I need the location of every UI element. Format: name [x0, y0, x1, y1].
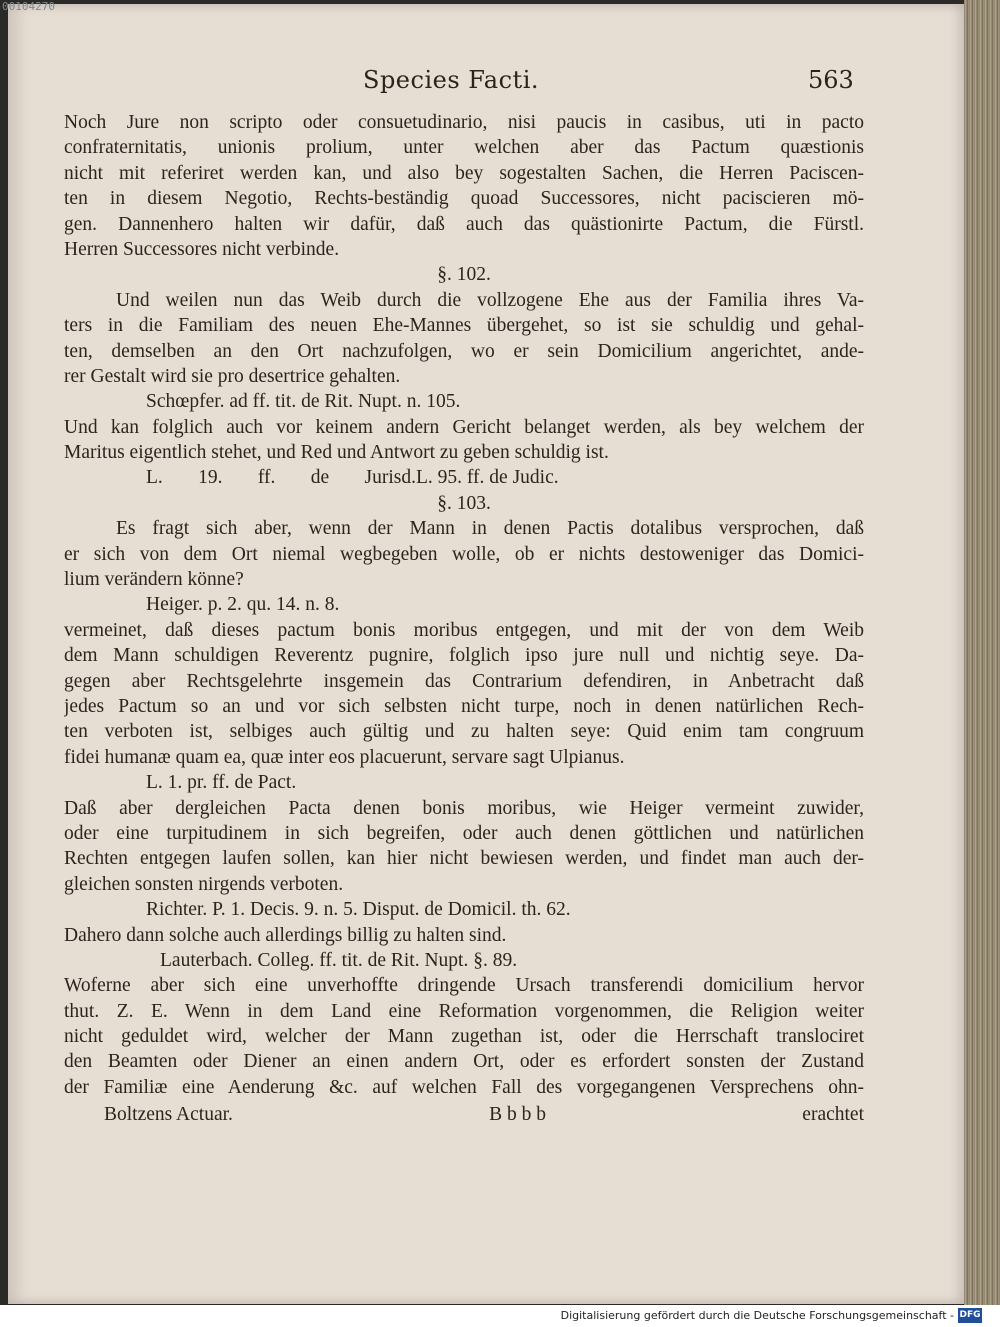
text-line: dem Mann schuldigen Reverentz pugnire, folglich ipso jure null und nichtig seye. Da-	[64, 645, 864, 667]
text-line: ten verboten ist, selbiges auch gültig und zu halten seye: Quid enim tam congruum	[64, 721, 864, 743]
text-line: jedes Pactum so an und vor sich selbsten nicht turpe, noch in denen natürlichen Rech-	[64, 695, 864, 717]
text-line: ten, demselben an den Ort nachzufolgen, wo er sein Domicilium angerichtet, ande-	[64, 340, 864, 362]
funding-note: Digitalisierung gefördert durch die Deutsche Forschungsgemeinschaft -	[560, 1309, 954, 1322]
catchword: erachtet	[802, 1104, 864, 1126]
scan-id: 00104270	[2, 0, 55, 13]
running-head-title: Species Facti.	[363, 66, 539, 94]
citation: L. 1. pr. ff. de Pact.	[146, 772, 297, 794]
text-line: der Familiæ eine Aenderung &c. auf welchen Fall des vorgegangenen Versprechens ohn-	[64, 1076, 864, 1098]
section-heading-103: §. 103.	[437, 492, 491, 514]
book-edge	[964, 0, 1000, 1305]
text-line: ten in diesem Negotio, Rechts-beständig quoad Successores, nicht paciscieren mö-	[64, 188, 864, 210]
text-line: nicht geduldet wird, welcher der Mann zugethan ist, oder die Herrschaft translociret	[64, 1026, 864, 1048]
text-line: gegen aber Rechtsgelehrte insgemein das Contrarium defendiren, in Anbetracht daß	[64, 670, 864, 692]
section-heading-102: §. 102.	[437, 264, 491, 286]
text-line: gen. Dannenhero halten wir dafür, daß auch das quästionirte Pactum, die Fürstl.	[64, 213, 864, 235]
text-line: nicht mit referiret werden kan, und also bey sogestalten Sachen, die Herren Paciscen-	[64, 162, 864, 184]
citation: Lauterbach. Colleg. ff. tit. de Rit. Nupt. §. 89.	[160, 949, 518, 971]
text-line: Woferne aber sich eine unverhoffte dringende Ursach transferendi domicilium hervor	[64, 975, 864, 997]
text-line: lium verändern könne?	[64, 569, 244, 591]
signature-mark: B b b b	[489, 1104, 547, 1126]
text-line: gleichen sonsten nirgends verboten.	[64, 873, 344, 895]
page-number: 563	[808, 66, 854, 94]
text-line: vermeinet, daß dieses pactum bonis moribus entgegen, und mit der von dem Weib	[64, 619, 864, 641]
text-line: ters in die Familiam des neuen Ehe-Mannes übergehet, so ist sie schuldig und gehal-	[64, 315, 864, 337]
citation: L. 19. ff. de Jurisd.	[146, 467, 416, 489]
text-line: oder eine turpitudinem in sich begreifen, oder auch denen göttlichen und natürlichen	[64, 822, 864, 844]
citation: Richter. P. 1. Decis. 9. n. 5. Disput. de Domicil. th. 62.	[146, 899, 571, 921]
citation: Schœpfer. ad ff. tit. de Rit. Nupt. n. 105.	[146, 391, 461, 413]
text-line: Und kan folglich auch vor keinem andern Gericht belanget werden, als bey welchem der	[64, 416, 864, 438]
citation: Heiger. p. 2. qu. 14. n. 8.	[146, 594, 340, 616]
text-line: er sich von dem Ort niemal wegbegeben wolle, ob er nichts destoweniger das Domici-	[64, 543, 864, 565]
text-line: thut. Z. E. Wenn in dem Land eine Reformation vorgenommen, die Religion weiter	[64, 1000, 864, 1022]
text-line: Rechten entgegen laufen sollen, kan hier nicht bewiesen werden, und findet man auch der-	[64, 848, 864, 870]
printer-mark: Boltzens Actuar.	[104, 1104, 233, 1126]
text-line: Es fragt sich aber, wenn der Mann in denen Pactis dotalibus versprochen, daß	[116, 518, 864, 540]
page-body	[64, 110, 864, 1130]
citation: L. 95. ff. de Judic.	[416, 467, 559, 489]
text-line: fidei humanæ quam ea, quæ inter eos placuerunt, servare sagt Ulpianus.	[64, 746, 625, 768]
dfg-logo[interactable]: DFG	[958, 1308, 982, 1323]
document-page	[8, 4, 964, 1304]
text-line: den Beamten oder Diener an einen andern Ort, oder es erfordert sonsten der Zustand	[64, 1051, 864, 1073]
text-line: Maritus eigentlich stehet, und Red und Antwort zu geben schuldig ist.	[64, 442, 609, 464]
text-line: Daß aber dergleichen Pacta denen bonis moribus, wie Heiger vermeint zuwider,	[64, 797, 864, 819]
text-line: Und weilen nun das Weib durch die vollzogene Ehe aus der Familia ihres Va-	[116, 289, 864, 311]
text-line: Herren Successores nicht verbinde.	[64, 238, 340, 260]
text-line: Dahero dann solche auch allerdings billig zu halten sind.	[64, 924, 507, 946]
citation-row	[64, 465, 864, 490]
text-line: Noch Jure non scripto oder consuetudinario, nisi paucis in casibus, uti in pacto	[64, 112, 864, 133]
running-head	[8, 66, 964, 98]
text-line: rer Gestalt wird sie pro desertrice gehalten.	[64, 365, 401, 387]
text-line: confraternitatis, unionis prolium, unter welchen aber das Pactum quæstionis	[64, 137, 864, 159]
page-footer	[64, 1100, 864, 1130]
funding-bar	[0, 1305, 1000, 1327]
